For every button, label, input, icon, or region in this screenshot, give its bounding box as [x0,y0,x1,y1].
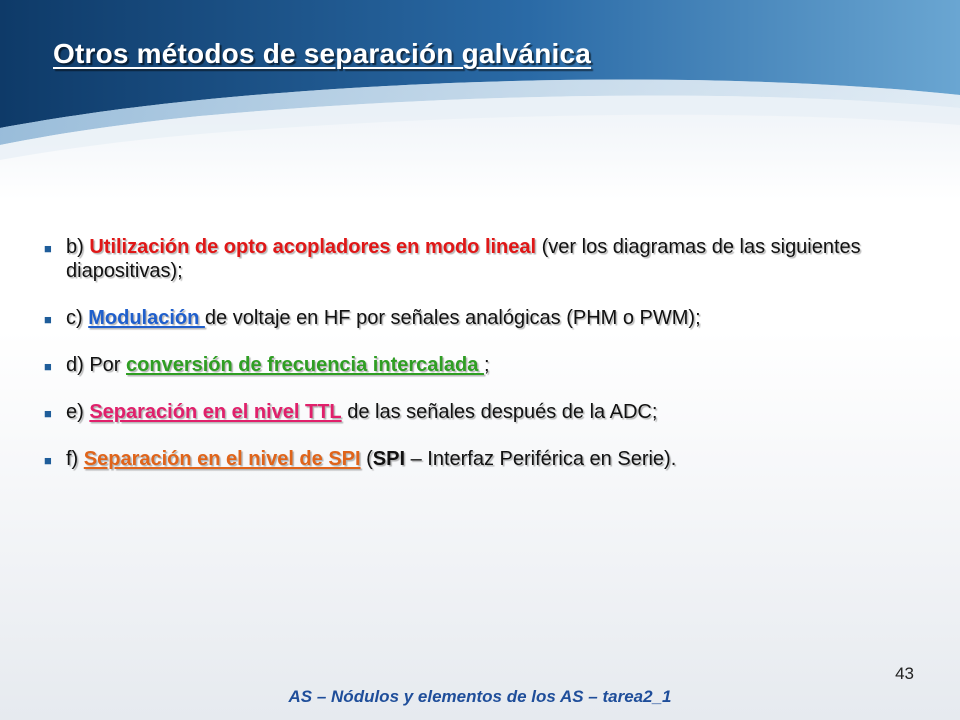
bullet-f [44,447,914,471]
bullet-prefix: c) [66,307,89,329]
square-bullet-icon: ■ [44,359,52,374]
spi-abbreviation: SPI [372,448,406,470]
bullet-text: ; [483,354,490,376]
square-bullet-icon: ■ [44,406,52,421]
separacion-spi-link[interactable]: Separación en el nivel de SPI [83,448,361,470]
square-bullet-icon: ■ [44,312,52,327]
bullet-prefix: e) [66,401,90,423]
modulacion-link[interactable]: Modulación [88,307,205,329]
bullet-e [44,400,914,424]
bullet-text: (ver los diagramas de las siguientes diapositivas); [66,236,861,282]
bullet-c [44,306,914,330]
bullet-prefix: b) [66,236,90,258]
bullet-prefix: d) Por [66,354,127,376]
bullet-prefix: f) [66,448,84,470]
bullet-b [44,235,914,283]
highlight-text: Utilización de opto acopladores en modo lineal [89,236,537,258]
page-number: 43 [895,664,914,683]
bullet-list [44,235,914,494]
bullet-d [44,353,914,377]
slide-title: Otros métodos de separación galvánica [53,38,592,69]
bullet-text: – Interfaz Periférica en Serie). [405,448,677,470]
header-band [0,0,960,200]
bullet-text: de las señales después de la ADC; [341,401,658,423]
bullet-text: de voltaje en HF por señales analógicas (PHM o PWM); [204,307,701,329]
separacion-ttl-link[interactable]: Separación en el nivel TTL [89,401,342,423]
footer-text: AS – Nódulos y elementos de los AS – tarea2_1 [288,687,672,706]
square-bullet-icon: ■ [44,453,52,468]
square-bullet-icon: ■ [44,241,52,256]
bullet-text: ( [360,448,373,470]
conversion-frecuencia-link[interactable]: conversión de frecuencia intercalada [126,354,484,376]
